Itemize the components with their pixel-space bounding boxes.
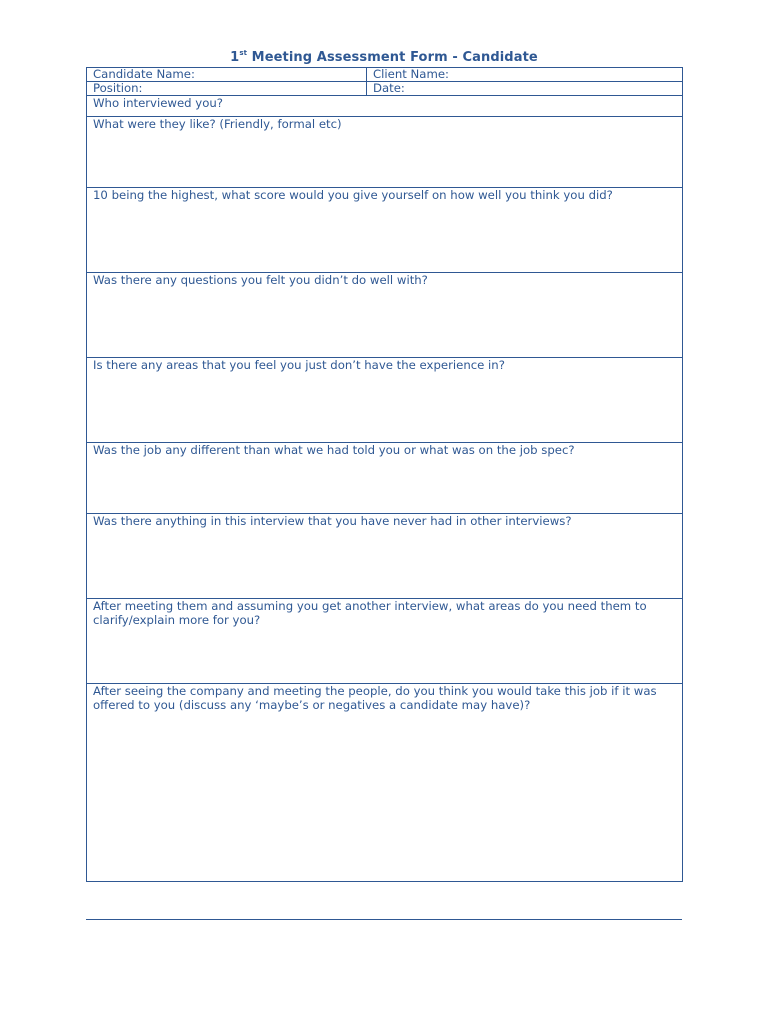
question-new-experience-label: Was there anything in this interview that you have never had in other interviews? <box>93 514 572 528</box>
info-row-candidate-client <box>87 68 683 82</box>
question-clarify-label: After meeting them and assuming you get another interview, what areas do you need them to clarify/explain more for you? <box>93 599 647 627</box>
question-impression-label: What were they like? (Friendly, formal etc) <box>93 117 342 131</box>
question-weak-questions-field[interactable] <box>87 273 683 358</box>
question-self-score-field[interactable] <box>87 188 683 273</box>
question-interviewer-field[interactable] <box>87 96 683 117</box>
question-weak-questions-label: Was there any questions you felt you didn’t do well with? <box>93 273 428 287</box>
question-take-job-field[interactable] <box>87 684 683 882</box>
date-field[interactable] <box>367 82 683 96</box>
candidate-name-label: Candidate Name: <box>93 67 195 81</box>
question-row-take-job <box>87 684 683 882</box>
position-label: Position: <box>93 81 143 95</box>
question-self-score-label: 10 being the highest, what score would you give yourself on how well you think you did? <box>93 188 613 202</box>
question-row-impression <box>87 117 683 188</box>
question-row-job-difference <box>87 443 683 514</box>
question-new-experience-field[interactable] <box>87 514 683 599</box>
client-name-label: Client Name: <box>373 67 449 81</box>
title-superscript: st <box>239 49 248 57</box>
client-name-field[interactable] <box>367 68 683 82</box>
question-row-new-experience <box>87 514 683 599</box>
title-text: Meeting Assessment Form - Candidate <box>247 50 538 65</box>
footer-divider <box>86 919 682 920</box>
question-row-clarify <box>87 599 683 684</box>
question-row-weak-questions <box>87 273 683 358</box>
question-job-difference-label: Was the job any different than what we had told you or what was on the job spec? <box>93 443 575 457</box>
question-interviewer-label: Who interviewed you? <box>93 96 223 110</box>
date-label: Date: <box>373 81 405 95</box>
question-row-interviewer <box>87 96 683 117</box>
question-row-self-score <box>87 188 683 273</box>
question-experience-gaps-label: Is there any areas that you feel you just don’t have the experience in? <box>93 358 505 372</box>
candidate-name-field[interactable] <box>87 68 367 82</box>
title-prefix: 1 <box>230 50 240 65</box>
assessment-form-table <box>86 67 683 882</box>
form-title <box>0 50 768 65</box>
question-row-experience-gaps <box>87 358 683 443</box>
question-job-difference-field[interactable] <box>87 443 683 514</box>
question-clarify-field[interactable] <box>87 599 683 684</box>
position-field[interactable] <box>87 82 367 96</box>
question-impression-field[interactable] <box>87 117 683 188</box>
question-experience-gaps-field[interactable] <box>87 358 683 443</box>
question-take-job-label: After seeing the company and meeting the people, do you think you would take this job if it was offered to you (discuss any ‘maybe’s or negatives a candidate may have)? <box>93 684 657 712</box>
info-row-position-date <box>87 82 683 96</box>
